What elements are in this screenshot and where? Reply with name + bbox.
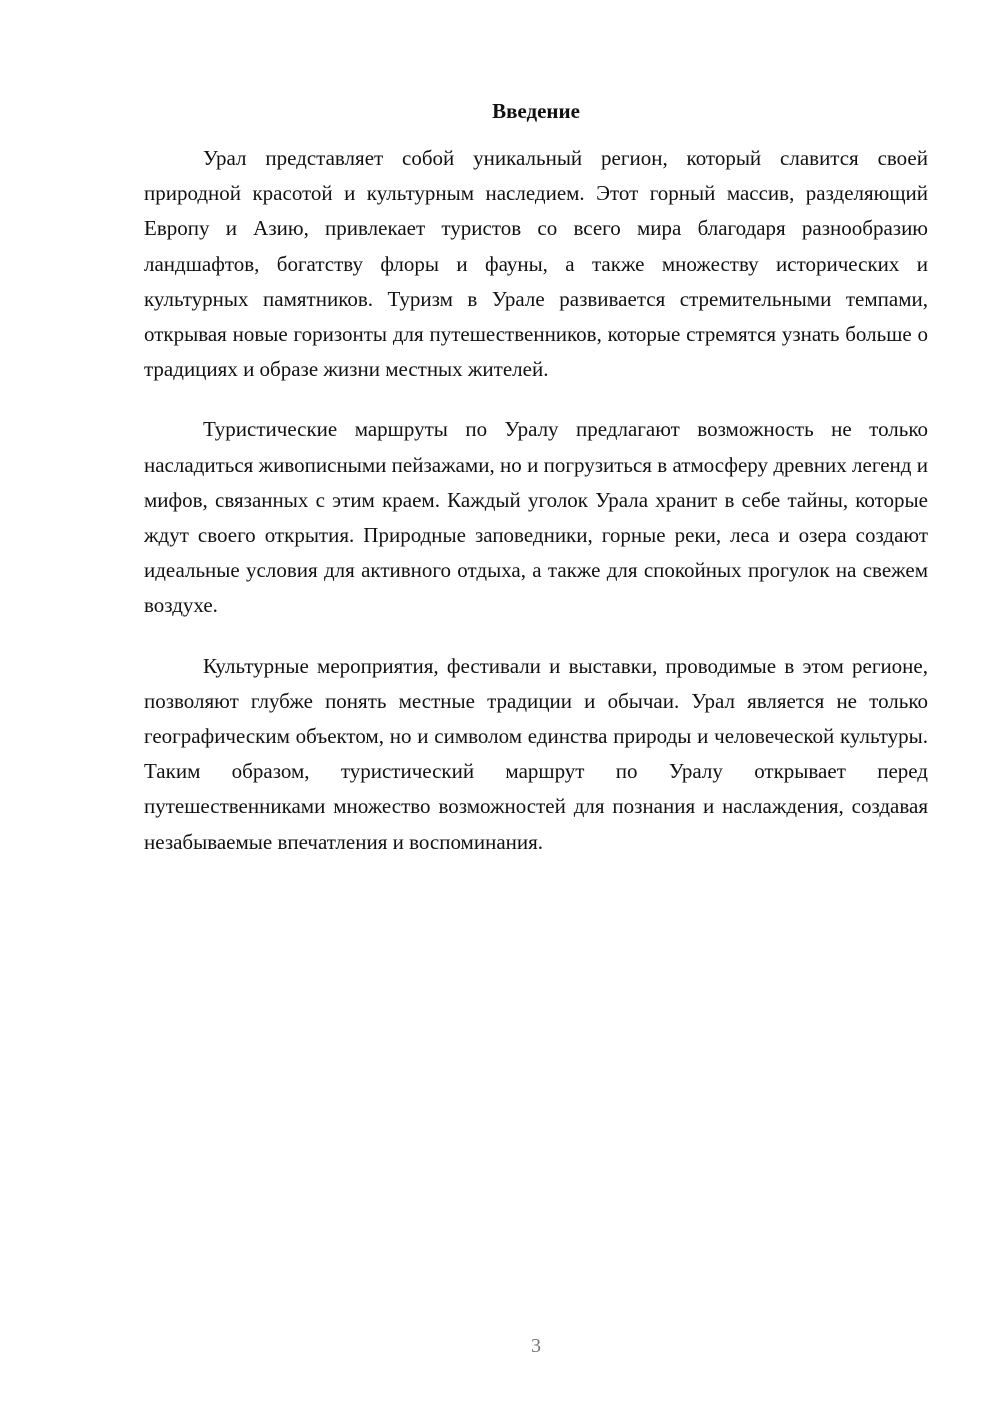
paragraph-3: Культурные мероприятия, фестивали и выставки, проводимые в этом регионе, позволяют глубже понять местные традиции и обычаи. Урал является не только географическим объектом, но и символом единства природы и человеческой культуры. Таким образом, туристический маршрут по Уралу открывает перед путешественниками множество возможностей для познания и наслаждения, создавая незабываемые впечатления и воспоминания. [144, 653, 928, 854]
page-title: Введение [492, 99, 580, 123]
paragraph-2: Туристические маршруты по Уралу предлагают возможность не только насладиться живописными пейзажами, но и погрузиться в атмосферу древних легенд и мифов, связанных с этим краем. Каждый уголок Урала хранит в себе тайны, которые ждут своего открытия. Природные заповедники, горные реки, леса и озера создают идеальные условия для активного отдыха, а также для спокойных прогулок на свежем воздухе. [144, 417, 928, 618]
document-body [144, 141, 928, 885]
paragraph-1: Урал представляет собой уникальный регион, который славится своей природной красотой и культурным наследием. Этот горный массив, разделяющий Европу и Азию, привлекает туристов со всего мира благодаря разнообразию ландшафтов, богатству флоры и фауны, а также множеству исторических и культурных памятников. Туризм в Урале развивается стремительными темпами, открывая новые горизонты для путешественников, которые стремятся узнать больше о традициях и образе жизни местных жителей. [144, 146, 928, 382]
page-number: 3 [531, 1335, 541, 1357]
